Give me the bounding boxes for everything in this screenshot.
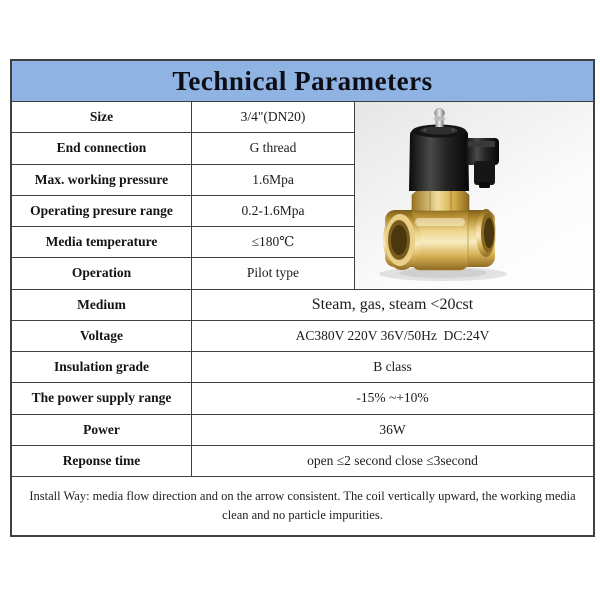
valve-coil [409, 125, 469, 192]
valve-top-screw [434, 109, 446, 128]
table-title: Technical Parameters [12, 61, 593, 102]
row-value-end-connection: G thread [192, 133, 355, 164]
row-label-media-temperature: Media temperature [12, 227, 192, 258]
row-value-operating-pressure-range: 0.2-1.6Mpa [192, 196, 355, 227]
row-value-voltage: AC380V 220V 36V/50Hz DC:24V [192, 321, 593, 352]
valve-hex-nut [412, 189, 469, 211]
row-label-size: Size [12, 102, 192, 133]
solenoid-valve-illustration [355, 102, 593, 288]
row-label-response-time: Reponse time [12, 446, 192, 477]
row-label-voltage: Voltage [12, 321, 192, 352]
row-label-end-connection: End connection [12, 133, 192, 164]
valve-brass-body [383, 206, 496, 270]
row-value-response-time: open ≤2 second close ≤3second [192, 446, 593, 477]
row-value-insulation-grade: B class [192, 352, 593, 383]
row-label-operating-pressure-range: Operating presure range [12, 196, 192, 227]
row-value-medium: Steam, gas, steam <20cst [192, 290, 593, 321]
row-label-insulation-grade: Insulation grade [12, 352, 192, 383]
valve-din-connector [465, 138, 499, 188]
row-value-max-working-pressure: 1.6Mpa [192, 165, 355, 196]
row-label-power: Power [12, 415, 192, 446]
technical-parameters-table [10, 59, 595, 537]
row-label-operation: Operation [12, 258, 192, 289]
product-photo [355, 102, 593, 290]
row-label-max-working-pressure: Max. working pressure [12, 165, 192, 196]
row-value-operation: Pilot type [192, 258, 355, 289]
row-value-media-temperature: ≤180℃ [192, 227, 355, 258]
row-label-power-supply-range: The power supply range [12, 383, 192, 414]
row-value-power-supply-range: -15% ~+10% [192, 383, 593, 414]
install-way-note: Install Way: media flow direction and on the arrow consistent. The coil vertically upward, the working media clean and no particle impurities. [29, 488, 576, 522]
row-label-medium: Medium [12, 290, 192, 321]
row-value-power: 36W [192, 415, 593, 446]
row-value-size: 3/4"(DN20) [192, 102, 355, 133]
